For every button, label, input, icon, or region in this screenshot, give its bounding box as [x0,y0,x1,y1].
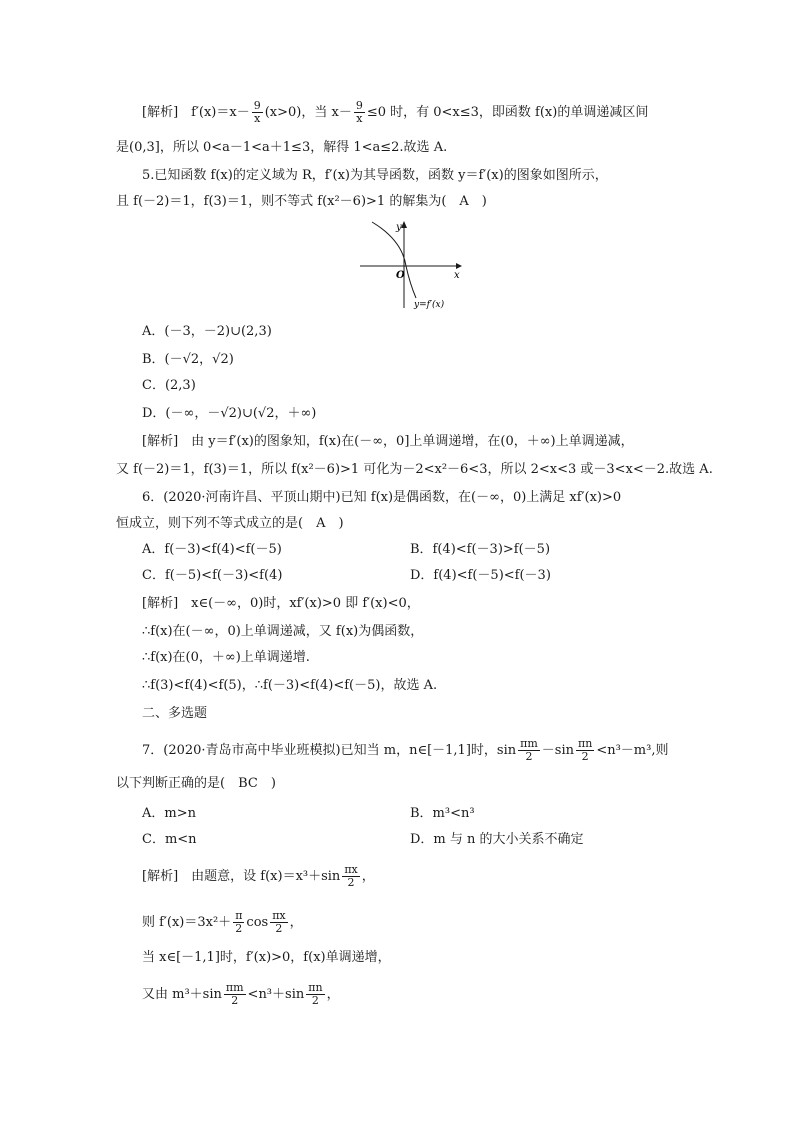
question-7-stem: 7．(2020·青岛市高中毕业班模拟)已知当 m，n∈[－1,1]时，sin $\frac{\pi m}{2}$ －sin $\frac{\pi n}{2}$ <n³－m³,则 [142,737,669,763]
analysis-line: 又由 m³＋sin $\frac{\pi m}{2}$ <n³＋sin $\frac{\pi n}{2}$ ， [142,981,340,1007]
option-d: D．f(4)<f(－5)<f(－3) [410,568,551,583]
analysis-line: ∴f(3)<f(4)<f(5)，∴f(－3)<f(4)<f(－5)，故选 A. [142,678,438,693]
question-7-stem-cont: 以下判断正确的是( BC ) [116,776,276,791]
analysis-line: [解析] 由 y＝f′(x)的图象知，f(x)在(－∞，0]上单调递增，在(0，＋∞)上单调递减， [142,434,634,449]
origin-label: O [396,270,405,281]
option-b: B．m³<n³ [410,806,475,821]
option-c: C．f(－5)<f(－3)<f(4) [142,568,283,583]
analysis-line: 又 f(－2)＝1，f(3)＝1，所以 f(x²－6)>1 可化为－2<x²－6<3，所以 2<x<3 或－3<x<－2.故选 A. [116,462,713,477]
analysis-line: ∴f(x)在(0，＋∞)上单调递增. [142,650,310,665]
option-d: D．(－∞，－√2)∪(√2，＋∞) [142,406,317,421]
analysis-line: [解析] x∈(－∞，0)时，xf′(x)>0 即 f′(x)<0， [142,596,420,611]
fraction: $\frac{9}{x}$ [355,99,363,125]
y-axis-arrow [401,221,407,228]
analysis-line: ∴f(x)在(－∞，0)上单调递减，又 f(x)为偶函数， [142,624,424,639]
option-c: C．m<n [142,832,197,847]
question-6-stem-cont: 恒成立，则下列不等式成立的是( A ) [116,516,344,531]
fraction: $\frac{\pi x}{2}$ [272,909,286,935]
derivative-graph [358,218,468,310]
y-axis-label: y [396,222,402,233]
x-axis-label: x [454,270,460,281]
section-heading: 二、多选题 [142,706,208,721]
analysis-line: 当 x∈[－1,1]时，f′(x)>0，f(x)单调递增， [142,950,391,965]
question-5-stem-cont: 且 f(－2)＝1，f(3)＝1，则不等式 f(x²－6)>1 的解集为( A ) [116,194,487,209]
question-6-stem: 6．(2020·河南许昌、平顶山期中)已知 f(x)是偶函数，在(－∞，0)上满足 xf′(x)>0 [142,490,622,505]
option-a: A．(－3，－2)∪(2,3) [142,324,272,339]
option-d: D．m 与 n 的大小关系不确定 [410,832,584,847]
analysis-line-1: [解析] f′(x)＝x－ $\frac{9}{x}$ (x>0)，当 x－ $\frac{9}{x}$ ≤0 时，有 0<x≤3，即函数 f(x)的单调递减区间 [142,99,649,125]
analysis-line: [解析] 由题意，设 f(x)＝x³＋sin $\frac{\pi x}{2}$ ， [142,863,375,889]
fraction: $\frac{\pi x}{2}$ [344,863,358,889]
curve [372,222,416,298]
option-a: A．f(－3)<f(4)<f(－5) [142,542,282,557]
curve-label: y=f′(x) [414,300,445,310]
fraction: $\frac{9}{x}$ [253,99,261,125]
option-c: C．(2,3) [142,378,196,393]
fraction: $\frac{\pi n}{2}$ [308,981,323,1007]
analysis-line: 则 f′(x)＝3x²＋ $\frac{\pi}{2}$ cos $\frac{\pi x}{2}$ ， [142,909,303,935]
option-a: A．m>n [142,806,196,821]
fraction: $\frac{\pi n}{2}$ [577,737,593,763]
question-5-stem: 5.已知函数 f(x)的定义域为 R，f′(x)为其导函数，函数 y＝f′(x)的图象如图所示， [142,168,608,183]
analysis-line-2: 是(0,3]，所以 0<a－1<a＋1≤3，解得 1<a≤2.故选 A. [116,140,448,155]
option-b: B．(－√2，√2) [142,352,234,367]
fraction: $\frac{\pi}{2}$ [235,909,243,935]
x-axis-arrow [456,263,462,269]
fraction: $\frac{\pi m}{2}$ [225,981,244,1007]
option-b: B．f(4)<f(－3)>f(－5) [410,542,551,557]
fraction: $\frac{\pi m}{2}$ [520,737,538,763]
